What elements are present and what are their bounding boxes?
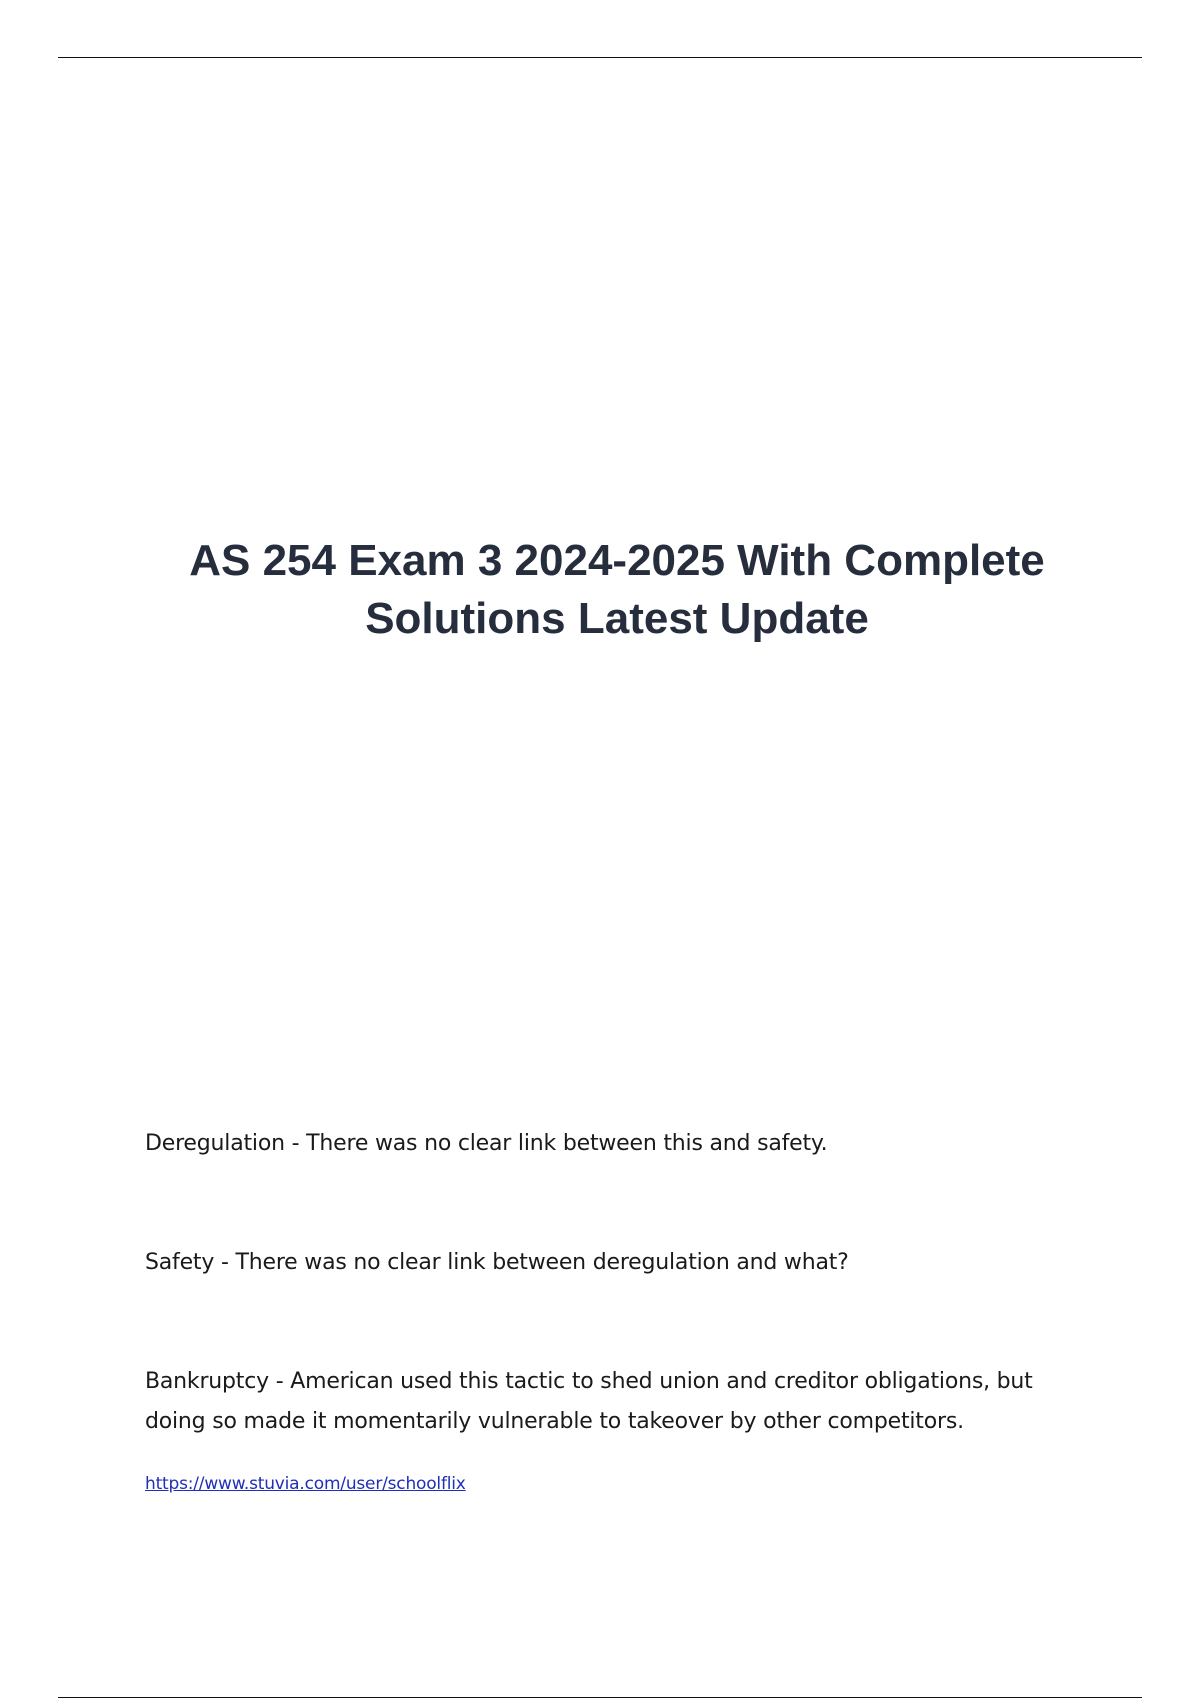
bottom-rule: [58, 1697, 1142, 1698]
qa-entry-safety: Safety - There was no clear link between deregulation and what?: [145, 1250, 849, 1275]
footer-link[interactable]: https://www.stuvia.com/user/schoolflix: [145, 1474, 466, 1494]
qa-entry-bankruptcy: Bankruptcy - American used this tactic to shed union and creditor obligations, but doing so made it momentarily vulnerable to takeover by other competitors.: [145, 1369, 1033, 1434]
qa-entry-deregulation: Deregulation - There was no clear link between this and safety.: [145, 1131, 828, 1156]
document-title-line-1: AS 254 Exam 3 2024-2025 With Complete: [189, 536, 1045, 585]
top-rule: [58, 57, 1142, 58]
document-title: [100, 532, 1134, 648]
document-title-line-2: Solutions Latest Update: [365, 594, 869, 643]
